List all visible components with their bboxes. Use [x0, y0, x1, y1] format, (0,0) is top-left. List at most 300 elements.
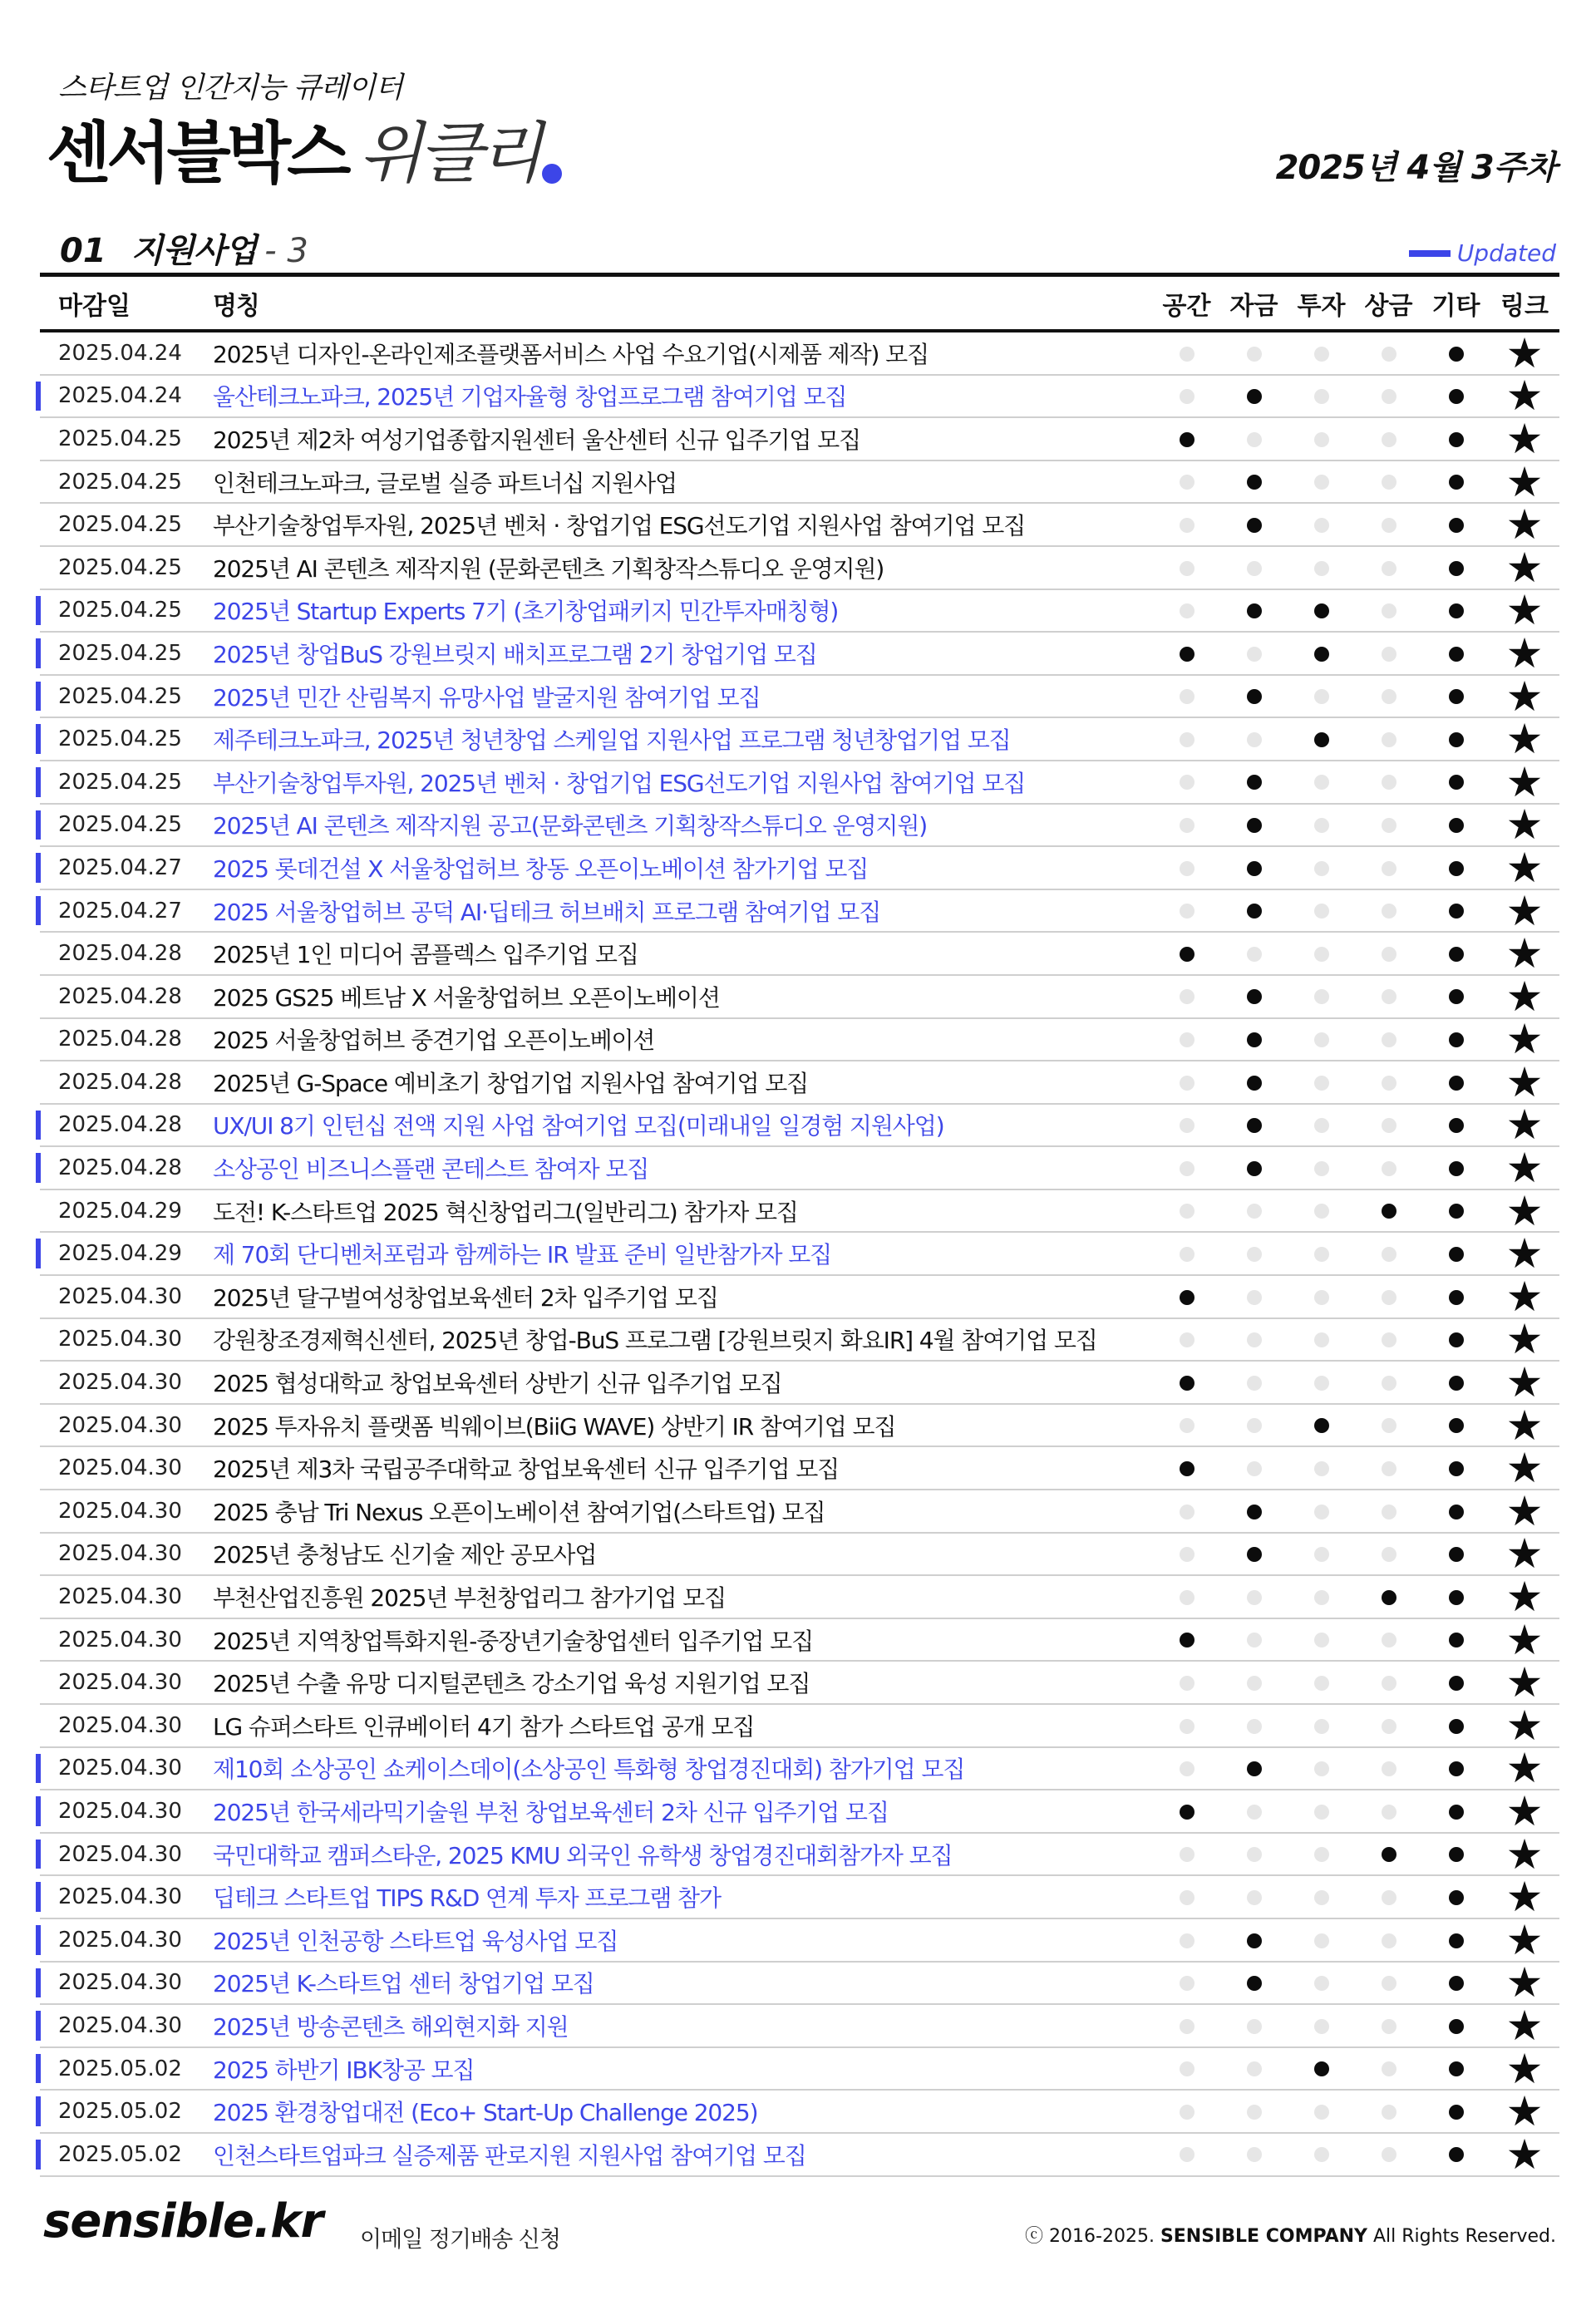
table-row: [40, 1057, 1559, 1106]
subscribe-link[interactable]: 이메일 정기배송 신청: [360, 2227, 560, 2253]
row-name: 부산기술창업투자원, 2025년 벤처 · 창업기업 ESG선도기업 지원사업 참여기업 모집: [213, 769, 1026, 797]
dot-filled-icon: [1449, 1590, 1464, 1605]
row-other-cell: [1422, 1032, 1490, 1048]
row-other-cell: [1422, 2061, 1490, 2077]
row-prize-cell: [1355, 1889, 1422, 1905]
row-deadline: 2025.05.02: [58, 2141, 182, 2167]
row-space-cell: [1153, 688, 1220, 705]
row-other-cell: [1422, 1632, 1490, 1648]
table-row: [40, 586, 1559, 635]
row-other-cell: [1422, 431, 1490, 447]
row-invest-cell: [1288, 1160, 1355, 1176]
row-deadline: 2025.04.30: [58, 1370, 182, 1396]
dot-filled-icon: [1180, 1633, 1195, 1647]
row-prize-cell: [1355, 774, 1422, 790]
star-link-icon[interactable]: ★: [1505, 1529, 1544, 1579]
dot-filled-icon: [1449, 1161, 1464, 1176]
row-prize-cell: [1355, 1117, 1422, 1134]
dot-empty-icon: [1247, 1633, 1262, 1647]
row-fund-cell: [1220, 1117, 1288, 1134]
row-space-cell: [1153, 903, 1220, 919]
row-deadline: 2025.04.25: [58, 769, 182, 795]
row-fund-cell: [1220, 1717, 1288, 1734]
row-invest-cell: [1288, 1032, 1355, 1048]
row-space-cell: [1153, 2103, 1220, 2120]
dot-empty-icon: [1314, 1590, 1329, 1605]
dot-empty-icon: [1382, 647, 1396, 662]
dot-filled-icon: [1314, 1418, 1329, 1433]
table-row: [40, 1272, 1559, 1321]
dot-empty-icon: [1382, 1032, 1396, 1047]
copyright: [1025, 2222, 1556, 2248]
row-name: 부천산업진흥원 2025년 부천창업리그 참가기업 모집: [213, 1584, 727, 1613]
star-link-icon[interactable]: ★: [1505, 972, 1544, 1021]
star-link-icon[interactable]: ★: [1505, 1401, 1544, 1450]
row-prize-cell: [1355, 1503, 1422, 1519]
row-name: 2025년 K-스타트업 센터 창업기업 모집: [213, 1970, 594, 1998]
dot-empty-icon: [1247, 1847, 1262, 1862]
row-space-cell: [1153, 1117, 1220, 1134]
dot-empty-icon: [1382, 1076, 1396, 1091]
dot-empty-icon: [1382, 1461, 1396, 1476]
star-link-icon[interactable]: ★: [1505, 1915, 1544, 1964]
col-name: 명칭: [213, 291, 259, 321]
row-invest-cell: [1288, 2061, 1355, 2077]
row-fund-cell: [1220, 1246, 1288, 1263]
star-link-icon[interactable]: ★: [1505, 2130, 1544, 2179]
row-link-cell: [1490, 2130, 1559, 2179]
row-deadline: 2025.04.28: [58, 1027, 182, 1052]
row-space-cell: [1153, 1546, 1220, 1563]
row-other-cell: [1422, 2146, 1490, 2163]
row-prize-cell: [1355, 431, 1422, 447]
star-link-icon[interactable]: ★: [1505, 2087, 1544, 2136]
row-space-cell: [1153, 1332, 1220, 1348]
star-link-icon[interactable]: ★: [1505, 843, 1544, 892]
row-invest-cell: [1288, 988, 1355, 1005]
dot-empty-icon: [1247, 2105, 1262, 2120]
dot-filled-icon: [1449, 1676, 1464, 1691]
row-fund-cell: [1220, 731, 1288, 747]
row-fund-cell: [1220, 2017, 1288, 2034]
row-other-cell: [1422, 1246, 1490, 1263]
table-row: [40, 1015, 1559, 1064]
star-link-icon[interactable]: ★: [1505, 929, 1544, 978]
dot-empty-icon: [1314, 1118, 1329, 1133]
star-link-icon[interactable]: ★: [1505, 1830, 1544, 1879]
row-other-cell: [1422, 1203, 1490, 1219]
dot-empty-icon: [1247, 732, 1262, 747]
program-table: [40, 273, 1559, 2177]
star-link-icon[interactable]: ★: [1505, 1315, 1544, 1364]
star-link-icon[interactable]: ★: [1505, 886, 1544, 935]
dot-empty-icon: [1247, 1719, 1262, 1734]
dot-filled-icon: [1449, 518, 1464, 533]
row-other-cell: [1422, 1074, 1490, 1091]
dot-empty-icon: [1180, 818, 1195, 833]
row-invest-cell: [1288, 388, 1355, 405]
row-link-cell: [1490, 1786, 1559, 1835]
row-link-cell: [1490, 1915, 1559, 1964]
row-name: 울산테크노파크, 2025년 기업자율형 창업프로그램 참여기업 모집: [213, 383, 847, 411]
col-link: 링크: [1500, 291, 1549, 321]
row-link-cell: [1490, 328, 1559, 377]
table-row: [40, 757, 1559, 806]
row-fund-cell: [1220, 388, 1288, 405]
row-invest-cell: [1288, 2103, 1355, 2120]
star-link-icon[interactable]: ★: [1505, 457, 1544, 506]
row-name: 2025년 1인 미디어 콤플렉스 입주기업 모집: [213, 941, 638, 969]
row-invest-cell: [1288, 2146, 1355, 2163]
row-other-cell: [1422, 2017, 1490, 2034]
row-other-cell: [1422, 1761, 1490, 1777]
row-link-cell: [1490, 1401, 1559, 1450]
row-invest-cell: [1288, 2017, 1355, 2034]
row-link-cell: [1490, 414, 1559, 463]
star-link-icon[interactable]: ★: [1505, 2001, 1544, 2050]
table-row: [40, 2001, 1559, 2050]
dot-filled-icon: [1247, 1976, 1262, 1991]
dot-empty-icon: [1247, 1376, 1262, 1391]
row-prize-cell: [1355, 1546, 1422, 1563]
row-invest-cell: [1288, 1117, 1355, 1134]
section-number: 01: [60, 232, 106, 270]
dot-empty-icon: [1382, 732, 1396, 747]
star-link-icon[interactable]: ★: [1505, 1101, 1544, 1150]
row-link-cell: [1490, 1701, 1559, 1750]
row-prize-cell: [1355, 559, 1422, 576]
star-link-icon[interactable]: ★: [1505, 372, 1544, 421]
row-invest-cell: [1288, 731, 1355, 747]
dot-filled-icon: [1449, 389, 1464, 404]
title-dot-icon: [542, 164, 562, 184]
row-link-cell: [1490, 2087, 1559, 2136]
row-fund-cell: [1220, 516, 1288, 533]
star-link-icon[interactable]: ★: [1505, 715, 1544, 764]
row-name: 2025년 방송콘텐츠 해외현지화 지원: [213, 2012, 569, 2041]
dot-filled-icon: [1449, 1118, 1464, 1133]
dot-empty-icon: [1382, 1976, 1396, 1991]
dot-empty-icon: [1382, 989, 1396, 1004]
row-deadline: 2025.04.28: [58, 941, 182, 967]
row-invest-cell: [1288, 431, 1355, 447]
newsletter-title: [47, 112, 562, 195]
dot-empty-icon: [1314, 561, 1329, 576]
row-name: 2025년 제2차 여성기업종합지원센터 울산센터 신규 입주기업 모집: [213, 426, 861, 454]
row-name: 2025 GS25 베트남 X 서울창업허브 오픈이노베이션: [213, 983, 720, 1012]
row-fund-cell: [1220, 2146, 1288, 2163]
row-name: 2025년 Startup Experts 7기 (초기창업패키지 민간투자매칭형): [213, 598, 839, 626]
dot-empty-icon: [1314, 1847, 1329, 1862]
row-deadline: 2025.04.30: [58, 2012, 182, 2038]
row-invest-cell: [1288, 1674, 1355, 1691]
row-invest-cell: [1288, 1374, 1355, 1391]
star-link-icon[interactable]: ★: [1505, 1057, 1544, 1106]
row-fund-cell: [1220, 1889, 1288, 1905]
star-link-icon[interactable]: ★: [1505, 1486, 1544, 1535]
dot-empty-icon: [1180, 1590, 1195, 1605]
dot-filled-icon: [1449, 1332, 1464, 1347]
row-space-cell: [1153, 1246, 1220, 1263]
table-row: [40, 1101, 1559, 1150]
dot-empty-icon: [1180, 475, 1195, 490]
row-invest-cell: [1288, 474, 1355, 490]
dot-empty-icon: [1382, 861, 1396, 876]
dot-filled-icon: [1247, 389, 1262, 404]
dot-empty-icon: [1314, 1247, 1329, 1262]
star-link-icon[interactable]: ★: [1505, 1615, 1544, 1664]
row-link-cell: [1490, 500, 1559, 549]
row-space-cell: [1153, 603, 1220, 619]
table-row: [40, 715, 1559, 764]
dot-empty-icon: [1382, 904, 1396, 919]
row-prize-cell: [1355, 2017, 1422, 2034]
row-deadline: 2025.04.27: [58, 898, 182, 923]
row-invest-cell: [1288, 516, 1355, 533]
row-name: 인천스타트업파크 실증제품 판로지원 지원사업 참여기업 모집: [213, 2141, 806, 2170]
dot-empty-icon: [1247, 1332, 1262, 1347]
dot-filled-icon: [1180, 647, 1195, 662]
row-invest-cell: [1288, 1889, 1355, 1905]
row-invest-cell: [1288, 1846, 1355, 1863]
dot-filled-icon: [1314, 2061, 1329, 2076]
row-name: 강원창조경제혁신센터, 2025년 창업-BuS 프로그램 [강원브릿지 화요IR] 4월 참여기업 모집: [213, 1327, 1097, 1355]
row-prize-cell: [1355, 688, 1422, 705]
star-link-icon[interactable]: ★: [1505, 328, 1544, 377]
row-other-cell: [1422, 1503, 1490, 1519]
star-link-icon[interactable]: ★: [1505, 672, 1544, 721]
star-link-icon[interactable]: ★: [1505, 1786, 1544, 1835]
dot-empty-icon: [1382, 775, 1396, 790]
row-link-cell: [1490, 800, 1559, 850]
row-other-cell: [1422, 1460, 1490, 1476]
row-invest-cell: [1288, 1803, 1355, 1820]
row-space-cell: [1153, 474, 1220, 490]
dot-empty-icon: [1314, 1376, 1329, 1391]
row-fund-cell: [1220, 1503, 1288, 1519]
row-invest-cell: [1288, 645, 1355, 662]
dot-empty-icon: [1314, 947, 1329, 962]
dot-empty-icon: [1382, 1290, 1396, 1305]
dot-filled-icon: [1449, 689, 1464, 704]
dot-filled-icon: [1247, 603, 1262, 618]
row-fund-cell: [1220, 645, 1288, 662]
star-link-icon[interactable]: ★: [1505, 1144, 1544, 1193]
newsletter-subtitle: 스타트업 인간지능 큐레이터: [58, 71, 402, 105]
row-deadline: 2025.04.30: [58, 1927, 182, 1953]
dot-filled-icon: [1449, 1761, 1464, 1776]
row-invest-cell: [1288, 1975, 1355, 1992]
row-deadline: 2025.05.02: [58, 2056, 182, 2081]
row-invest-cell: [1288, 817, 1355, 834]
row-prize-cell: [1355, 645, 1422, 662]
star-link-icon[interactable]: ★: [1505, 586, 1544, 635]
dot-empty-icon: [1382, 2061, 1396, 2076]
star-link-icon[interactable]: ★: [1505, 1186, 1544, 1235]
row-link-cell: [1490, 1830, 1559, 1879]
dot-filled-icon: [1449, 475, 1464, 490]
dot-filled-icon: [1449, 1847, 1464, 1862]
row-deadline: 2025.04.25: [58, 726, 182, 752]
dot-empty-icon: [1314, 1633, 1329, 1647]
issue-week: 2025년 4월 3주차: [1275, 149, 1556, 187]
table-row: [40, 1144, 1559, 1193]
row-other-cell: [1422, 645, 1490, 662]
row-link-cell: [1490, 1315, 1559, 1364]
row-fund-cell: [1220, 474, 1288, 490]
row-fund-cell: [1220, 859, 1288, 876]
row-other-cell: [1422, 1846, 1490, 1863]
dot-empty-icon: [1247, 1590, 1262, 1605]
dot-empty-icon: [1382, 432, 1396, 447]
table-row: [40, 543, 1559, 592]
row-other-cell: [1422, 1417, 1490, 1434]
star-link-icon[interactable]: ★: [1505, 2044, 1544, 2093]
row-name: 2025년 제3차 국립공주대학교 창업보육센터 신규 입주기업 모집: [213, 1455, 840, 1484]
row-deadline: 2025.04.28: [58, 1112, 182, 1138]
row-deadline: 2025.04.25: [58, 554, 182, 580]
star-link-icon[interactable]: ★: [1505, 1272, 1544, 1321]
star-link-icon[interactable]: ★: [1505, 1744, 1544, 1793]
row-name: 제10회 소상공인 쇼케이스데이(소상공인 특화형 창업경진대회) 참가기업 모집: [213, 1756, 965, 1784]
row-deadline: 2025.04.30: [58, 1584, 182, 1610]
row-prize-cell: [1355, 2061, 1422, 2077]
star-link-icon[interactable]: ★: [1505, 414, 1544, 463]
star-link-icon[interactable]: ★: [1505, 800, 1544, 850]
row-name: 인천테크노파크, 글로벌 실증 파트너십 지원사업: [213, 469, 677, 497]
dot-empty-icon: [1382, 347, 1396, 362]
row-fund-cell: [1220, 1417, 1288, 1434]
row-space-cell: [1153, 1460, 1220, 1476]
row-space-cell: [1153, 1889, 1220, 1905]
row-other-cell: [1422, 1160, 1490, 1176]
dot-empty-icon: [1314, 432, 1329, 447]
star-link-icon[interactable]: ★: [1505, 1015, 1544, 1064]
col-deadline: 마감일: [58, 291, 131, 321]
dot-empty-icon: [1180, 2019, 1195, 2034]
row-deadline: 2025.04.25: [58, 426, 182, 451]
row-name: 2025 투자유치 플랫폼 빅웨이브(BiiG WAVE) 상반기 IR 참여기업 모집: [213, 1412, 896, 1441]
dot-empty-icon: [1247, 947, 1262, 962]
row-fund-cell: [1220, 2103, 1288, 2120]
star-link-icon[interactable]: ★: [1505, 1873, 1544, 1922]
star-link-icon[interactable]: ★: [1505, 1958, 1544, 2007]
dot-filled-icon: [1247, 775, 1262, 790]
row-prize-cell: [1355, 2103, 1422, 2120]
star-link-icon[interactable]: ★: [1505, 757, 1544, 806]
row-link-cell: [1490, 457, 1559, 506]
row-space-cell: [1153, 1674, 1220, 1691]
dot-filled-icon: [1247, 1118, 1262, 1133]
row-space-cell: [1153, 345, 1220, 362]
row-prize-cell: [1355, 2146, 1422, 2163]
row-invest-cell: [1288, 1932, 1355, 1948]
dot-empty-icon: [1180, 1547, 1195, 1562]
dot-empty-icon: [1247, 2147, 1262, 2162]
row-name: 2025년 지역창업특화지원-중장년기술창업센터 입주기업 모집: [213, 1627, 814, 1655]
dot-filled-icon: [1449, 2019, 1464, 2034]
row-name: 도전! K-스타트업 2025 혁신창업리그(일반리그) 참가자 모집: [213, 1198, 798, 1226]
row-prize-cell: [1355, 1803, 1422, 1820]
dot-empty-icon: [1180, 2147, 1195, 2162]
dot-filled-icon: [1449, 2105, 1464, 2120]
row-deadline: 2025.04.30: [58, 1627, 182, 1652]
row-space-cell: [1153, 645, 1220, 662]
table-row: [40, 1658, 1559, 1707]
star-link-icon[interactable]: ★: [1505, 1658, 1544, 1707]
dot-empty-icon: [1314, 818, 1329, 833]
footer-logo[interactable]: sensible.kr: [43, 2194, 323, 2248]
dot-empty-icon: [1382, 1418, 1396, 1433]
star-link-icon[interactable]: ★: [1505, 1701, 1544, 1750]
row-deadline: 2025.04.28: [58, 1069, 182, 1095]
row-name: 2025 서울창업허브 중견기업 오픈이노베이션: [213, 1027, 655, 1055]
row-fund-cell: [1220, 817, 1288, 834]
row-link-cell: [1490, 1444, 1559, 1493]
row-prize-cell: [1355, 817, 1422, 834]
table-row: [40, 1186, 1559, 1235]
row-invest-cell: [1288, 603, 1355, 619]
dot-empty-icon: [1247, 1290, 1262, 1305]
row-prize-cell: [1355, 1588, 1422, 1605]
row-fund-cell: [1220, 1632, 1288, 1648]
dot-empty-icon: [1382, 1547, 1396, 1562]
row-space-cell: [1153, 1588, 1220, 1605]
row-prize-cell: [1355, 1717, 1422, 1734]
star-link-icon[interactable]: ★: [1505, 1229, 1544, 1278]
dot-empty-icon: [1180, 1118, 1195, 1133]
row-other-cell: [1422, 388, 1490, 405]
dot-filled-icon: [1247, 1032, 1262, 1047]
row-other-cell: [1422, 1674, 1490, 1691]
row-prize-cell: [1355, 1032, 1422, 1048]
dot-filled-icon: [1449, 1247, 1464, 1262]
star-link-icon[interactable]: ★: [1505, 1573, 1544, 1622]
star-link-icon[interactable]: ★: [1505, 1358, 1544, 1407]
row-other-cell: [1422, 774, 1490, 790]
dot-empty-icon: [1180, 1761, 1195, 1776]
row-name: 2025 충남 Tri Nexus 오픈이노베이션 참여기업(스타트업) 모집: [213, 1498, 825, 1526]
row-prize-cell: [1355, 1460, 1422, 1476]
row-name: 제 70회 단디벤처포럼과 함께하는 IR 발표 준비 일반참가자 모집: [213, 1241, 832, 1269]
dot-empty-icon: [1180, 1161, 1195, 1176]
dot-empty-icon: [1382, 389, 1396, 404]
row-prize-cell: [1355, 1374, 1422, 1391]
dot-filled-icon: [1449, 1933, 1464, 1948]
row-space-cell: [1153, 1846, 1220, 1863]
dot-filled-icon: [1449, 1204, 1464, 1219]
dot-filled-icon: [1382, 1204, 1396, 1219]
row-link-cell: [1490, 843, 1559, 892]
star-link-icon[interactable]: ★: [1505, 543, 1544, 592]
dot-filled-icon: [1449, 861, 1464, 876]
dot-empty-icon: [1314, 775, 1329, 790]
row-link-cell: [1490, 628, 1559, 677]
dot-empty-icon: [1180, 1032, 1195, 1047]
dot-empty-icon: [1382, 518, 1396, 533]
dot-filled-icon: [1247, 989, 1262, 1004]
star-link-icon[interactable]: ★: [1505, 628, 1544, 677]
row-fund-cell: [1220, 1546, 1288, 1563]
row-other-cell: [1422, 1546, 1490, 1563]
row-link-cell: [1490, 372, 1559, 421]
row-other-cell: [1422, 1117, 1490, 1134]
star-link-icon[interactable]: ★: [1505, 1444, 1544, 1493]
row-link-cell: [1490, 1186, 1559, 1235]
star-link-icon[interactable]: ★: [1505, 500, 1544, 549]
row-link-cell: [1490, 757, 1559, 806]
dot-empty-icon: [1314, 518, 1329, 533]
